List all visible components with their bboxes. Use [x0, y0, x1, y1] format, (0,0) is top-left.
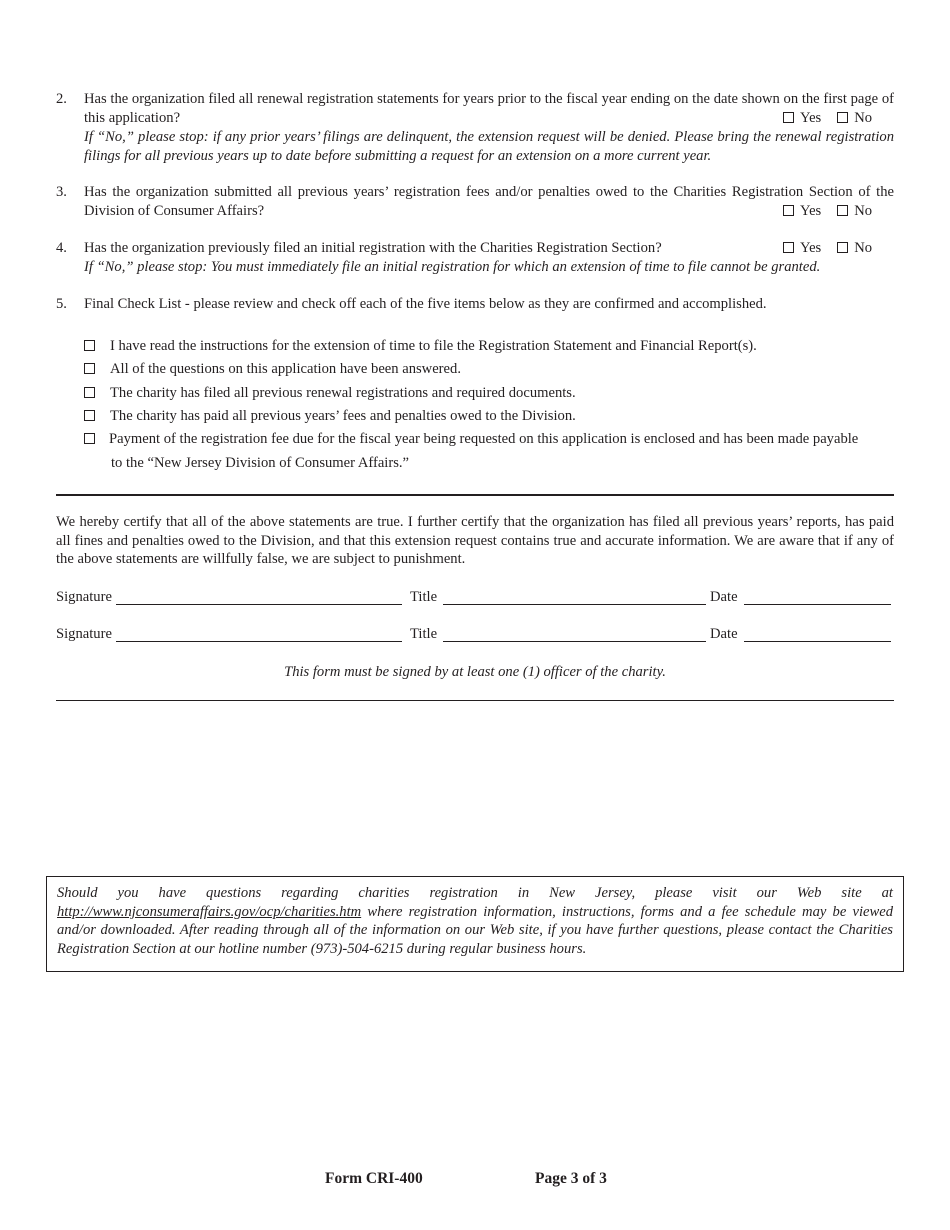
checklist-checkbox[interactable]	[84, 340, 95, 351]
signature-line[interactable]	[116, 641, 402, 642]
q4-no-option[interactable]	[837, 239, 872, 258]
q2-yes-checkbox[interactable]	[783, 112, 794, 123]
q4-options	[783, 239, 872, 258]
checklist-item-label: Payment of the registration fee due for the fiscal year being requested on this application is enclosed and has been made payable	[109, 431, 859, 447]
q4-yes-checkbox[interactable]	[783, 242, 794, 253]
q2-yes-option[interactable]	[783, 109, 821, 128]
checklist-checkbox[interactable]	[84, 410, 95, 421]
date-label: Date	[710, 626, 738, 642]
date-line[interactable]	[744, 604, 891, 605]
signature-divider	[56, 700, 894, 701]
contact-info-intro: Should you have questions regarding charities registration in New Jersey, please visit our Web site at	[57, 885, 893, 901]
q3-no-option[interactable]	[837, 202, 872, 221]
checklist-item-instructions[interactable]	[84, 337, 757, 356]
q2-no-label: No	[854, 110, 873, 126]
date-line[interactable]	[744, 641, 891, 642]
q4-yes-option[interactable]	[783, 239, 821, 258]
q2-no-option[interactable]	[837, 109, 872, 128]
q2-number: 2.	[56, 91, 67, 107]
q2-no-checkbox[interactable]	[837, 112, 848, 123]
q3-yes-option[interactable]	[783, 202, 821, 221]
checklist-item-label: I have read the instructions for the extension of time to file the Registration Statement and Financial Report(s).	[110, 338, 757, 354]
signature-row-1	[56, 588, 896, 608]
signature-row-2	[56, 625, 896, 645]
page-number: Page 3 of 3	[535, 1170, 607, 1187]
q2-options	[783, 109, 872, 128]
checklist-item-fees-paid[interactable]	[84, 407, 576, 426]
section-divider	[56, 494, 894, 496]
q4-no-label: No	[854, 240, 873, 256]
q4-yes-label: Yes	[800, 240, 822, 256]
q4-no-checkbox[interactable]	[837, 242, 848, 253]
title-line[interactable]	[443, 604, 706, 605]
q3-number: 3.	[56, 184, 67, 200]
checklist-item-renewals-filed[interactable]	[84, 384, 576, 403]
checklist-item-label: All of the questions on this application have been answered.	[110, 361, 461, 377]
checklist-checkbox[interactable]	[84, 433, 95, 444]
certification-statement: We hereby certify that all of the above statements are true. I further certify that the organization has filed all previous years’ reports, has paid all fines and penalties owed to the Division, and that this extension request contains true and accurate information. We are aware that if any of the above statements are willfully false, we are subject to punishment.	[56, 514, 894, 568]
date-label: Date	[710, 589, 738, 605]
charities-website-link[interactable]: http://www.njconsumeraffairs.gov/ocp/charities.htm	[57, 903, 362, 920]
checklist-item-payment-enclosed[interactable]	[84, 430, 858, 449]
q5-question: Final Check List - please review and check off each of the five items below as they are confirmed and accomplished.	[84, 296, 767, 312]
q4-question: Has the organization previously filed an initial registration with the Charities Registration Section?	[84, 240, 662, 256]
checklist-item-label: The charity has filed all previous renewal registrations and required documents.	[110, 385, 576, 401]
q3-question: Has the organization submitted all previous years’ registration fees and/or penalties owed to the Charities Registration Section of the Division of Consumer Affairs?	[84, 184, 894, 219]
q2-question: Has the organization filed all renewal registration statements for years prior to the fiscal year ending on the date shown on the first page of this application?	[84, 91, 894, 126]
title-line[interactable]	[443, 641, 706, 642]
q4-number: 4.	[56, 240, 67, 256]
q4-stop-note: If “No,” please stop: You must immediately file an initial registration for which an extension of time to file cannot be granted.	[84, 259, 821, 275]
contact-info-details: where registration information, instructions, forms and a fee schedule may be viewed and/or downloaded. After reading through all of the information on our Web site, if you have further questions, please contact the Charities Registration Section at our hotline number (973)-504-6215 during regular business hours.	[57, 903, 893, 958]
title-label: Title	[410, 626, 438, 642]
checklist-item-payment-continuation: to the “New Jersey Division of Consumer Affairs.”	[111, 455, 410, 471]
signature-label: Signature	[56, 626, 112, 642]
q3-options	[783, 202, 872, 221]
q3-yes-label: Yes	[800, 203, 822, 219]
form-number: Form CRI-400	[325, 1170, 423, 1187]
contact-info-text	[57, 884, 893, 959]
contact-info-box	[46, 876, 904, 972]
q3-yes-checkbox[interactable]	[783, 205, 794, 216]
q2-stop-note: If “No,” please stop: if any prior years’ filings are delinquent, the extension request will be denied. Please bring the renewal registration filings for all previous years up to date before submitting a request for an extension on a more current year.	[84, 129, 894, 164]
checklist-checkbox[interactable]	[84, 387, 95, 398]
title-label: Title	[410, 589, 438, 605]
checklist-item-label: The charity has paid all previous years’ fees and penalties owed to the Division.	[110, 408, 576, 424]
checklist-item-questions-answered[interactable]	[84, 360, 461, 379]
q3-no-checkbox[interactable]	[837, 205, 848, 216]
q5-number: 5.	[56, 296, 67, 312]
q3-no-label: No	[854, 203, 873, 219]
officer-signature-note: This form must be signed by at least one (1) officer of the charity.	[284, 664, 666, 680]
signature-label: Signature	[56, 589, 112, 605]
q2-yes-label: Yes	[800, 110, 822, 126]
signature-line[interactable]	[116, 604, 402, 605]
checklist-checkbox[interactable]	[84, 363, 95, 374]
